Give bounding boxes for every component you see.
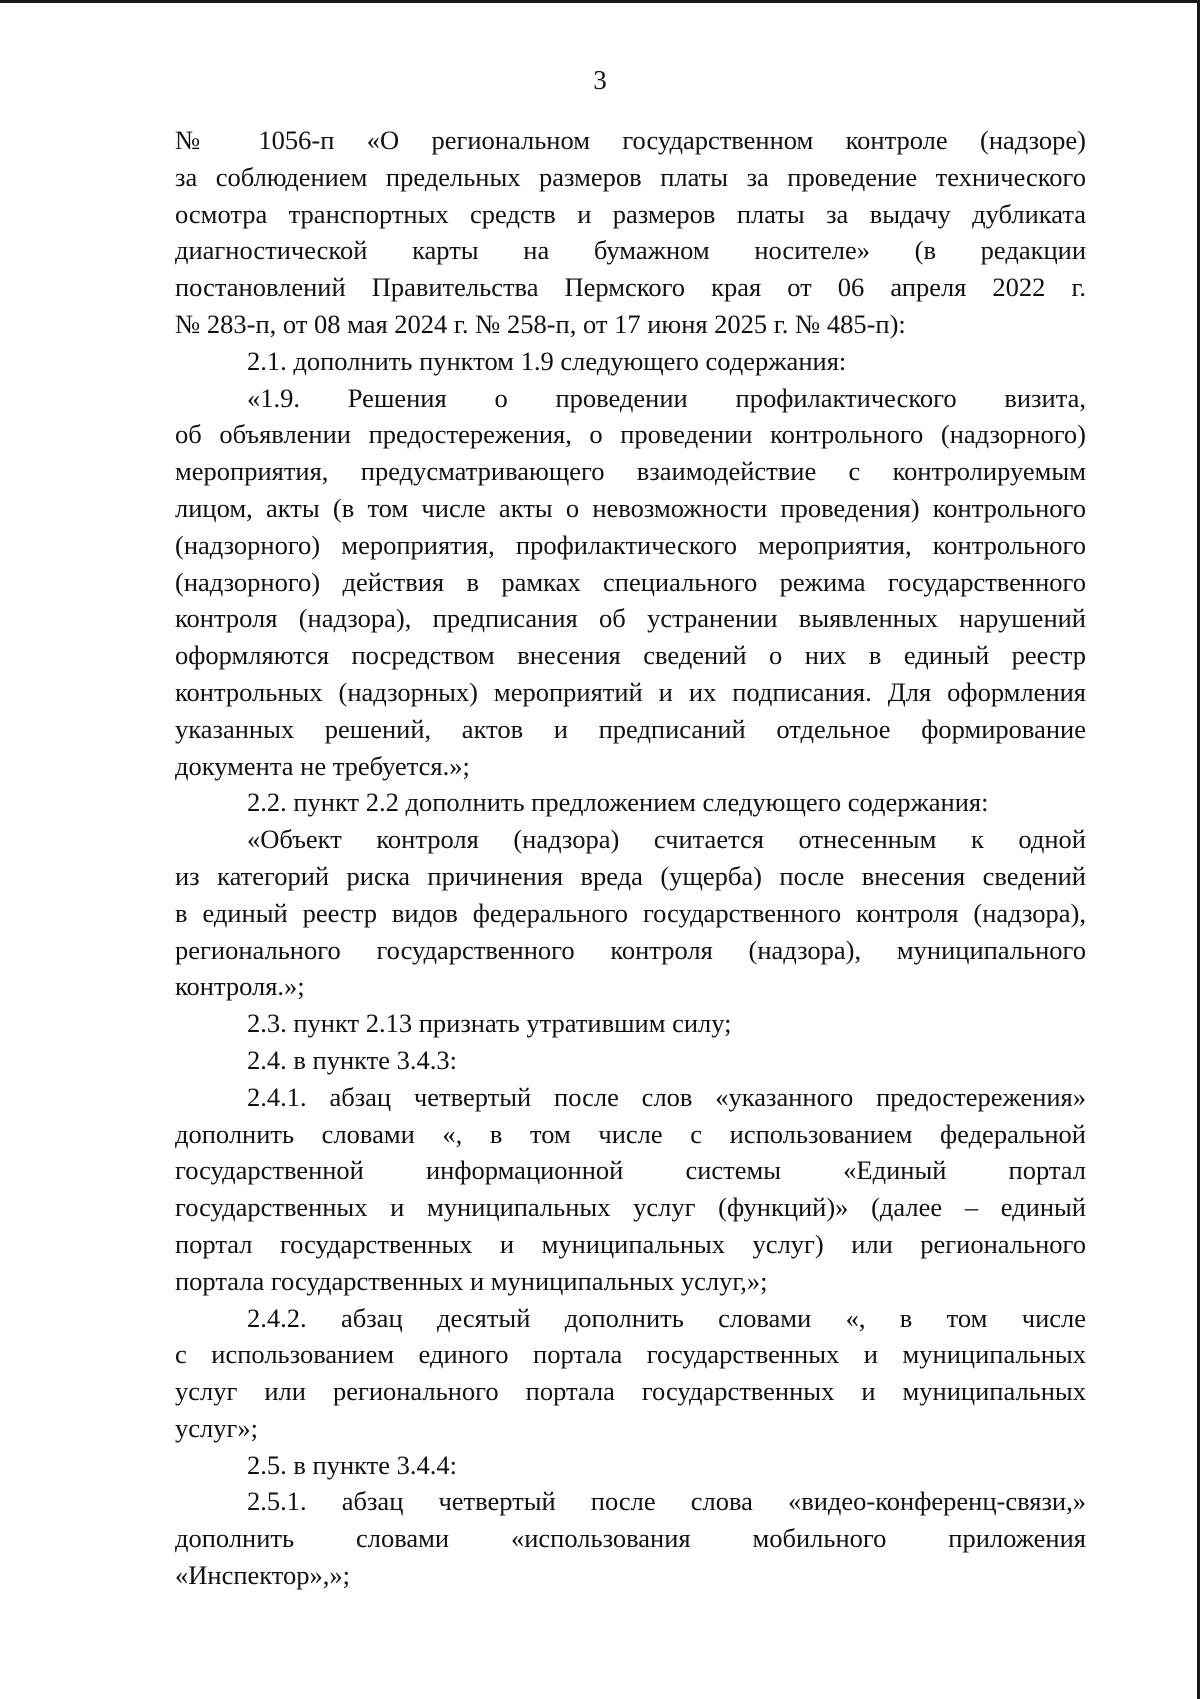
text-line: № 1056-п «О региональном государственном контроле (надзоре) [175,125,1086,155]
page-number: 3 [593,65,607,95]
text-line: из категорий риска причинения вреда (ущерба) после внесения сведений [175,860,1086,891]
document-body [175,122,1086,1594]
text-line: документа не требуется.»; [175,750,470,781]
scan-border-top [0,0,1200,3]
text-line: «Объект контроля (надзора) считается отнесенным к одной [247,824,1086,855]
text-line: 2.4.2. абзац десятый дополнить словами «, в том числе [247,1302,1086,1333]
text-line: дополнить словами «, в том числе с использованием федеральной [175,1118,1086,1149]
text-line: контроля.»; [175,971,305,1002]
text-line: государственных и муниципальных услуг (функций)» (далее – единый [175,1192,1086,1223]
text-line: об объявлении предостережения, о проведении контрольного (надзорного) [175,419,1086,450]
text-line: указанных решений, актов и предписаний отдельное формирование [175,713,1086,744]
text-line: услуг»; [175,1412,258,1443]
text-line: портала государственных и муниципальных услуг,»; [175,1265,768,1296]
text-line: за соблюдением предельных размеров платы за проведение технического [175,161,1086,192]
text-line: регионального государственного контроля (надзора), муниципального [175,934,1086,965]
text-line: «Инспектор»,»; [175,1560,351,1591]
text-line: портал государственных и муниципальных услуг) или регионального [175,1228,1086,1259]
text-line: 2.2. пункт 2.2 дополнить предложением следующего содержания: [247,787,989,818]
text-line: государственной информационной системы «Единый портал [175,1155,1086,1186]
text-line: осмотра транспортных средств и размеров платы за выдачу дубликата [175,198,1086,229]
text-line: постановлений Правительства Пермского края от 06 апреля 2022 г. [175,272,1086,303]
text-line: диагностической карты на бумажном носителе» (в редакции [175,235,1086,266]
text-line: «1.9. Решения о проведении профилактического визита, [247,382,1086,413]
text-line: (надзорного) действия в рамках специального режима государственного [175,566,1086,597]
text-line: 2.1. дополнить пунктом 1.9 следующего содержания: [247,345,847,376]
text-line: контроля (надзора), предписания об устранении выявленных нарушений [175,603,1086,634]
text-line: (надзорного) мероприятия, профилактического мероприятия, контрольного [175,529,1086,560]
text-line: дополнить словами «использования мобильного приложения [175,1523,1086,1554]
text-line: № 283-п, от 08 мая 2024 г. № 258-п, от 17 июня 2025 г. № 485-п): [175,308,906,339]
text-line: мероприятия, предусматривающего взаимодействие с контролируемым [175,456,1086,487]
text-line: с использованием единого портала государственных и муниципальных [175,1339,1086,1370]
text-line: 2.4.1. абзац четвертый после слов «указанного предостережения» [247,1081,1086,1112]
text-line: контрольных (надзорных) мероприятий и их подписания. Для оформления [175,676,1086,707]
text-line: 2.5. в пункте 3.4.4: [247,1449,457,1480]
text-line: 2.5.1. абзац четвертый после слова «видео-конференц-связи,» [247,1486,1086,1517]
text-line: лицом, акты (в том числе акты о невозможности проведения) контрольного [175,492,1086,523]
text-line: 2.4. в пункте 3.4.3: [247,1044,457,1075]
text-line: оформляются посредством внесения сведений о них в единый реестр [175,640,1086,671]
text-line: 2.3. пункт 2.13 признать утратившим силу; [247,1008,732,1039]
text-line: в единый реестр видов федерального государственного контроля (надзора), [175,897,1086,928]
text-line: услуг или регионального портала государственных и муниципальных [175,1376,1086,1407]
